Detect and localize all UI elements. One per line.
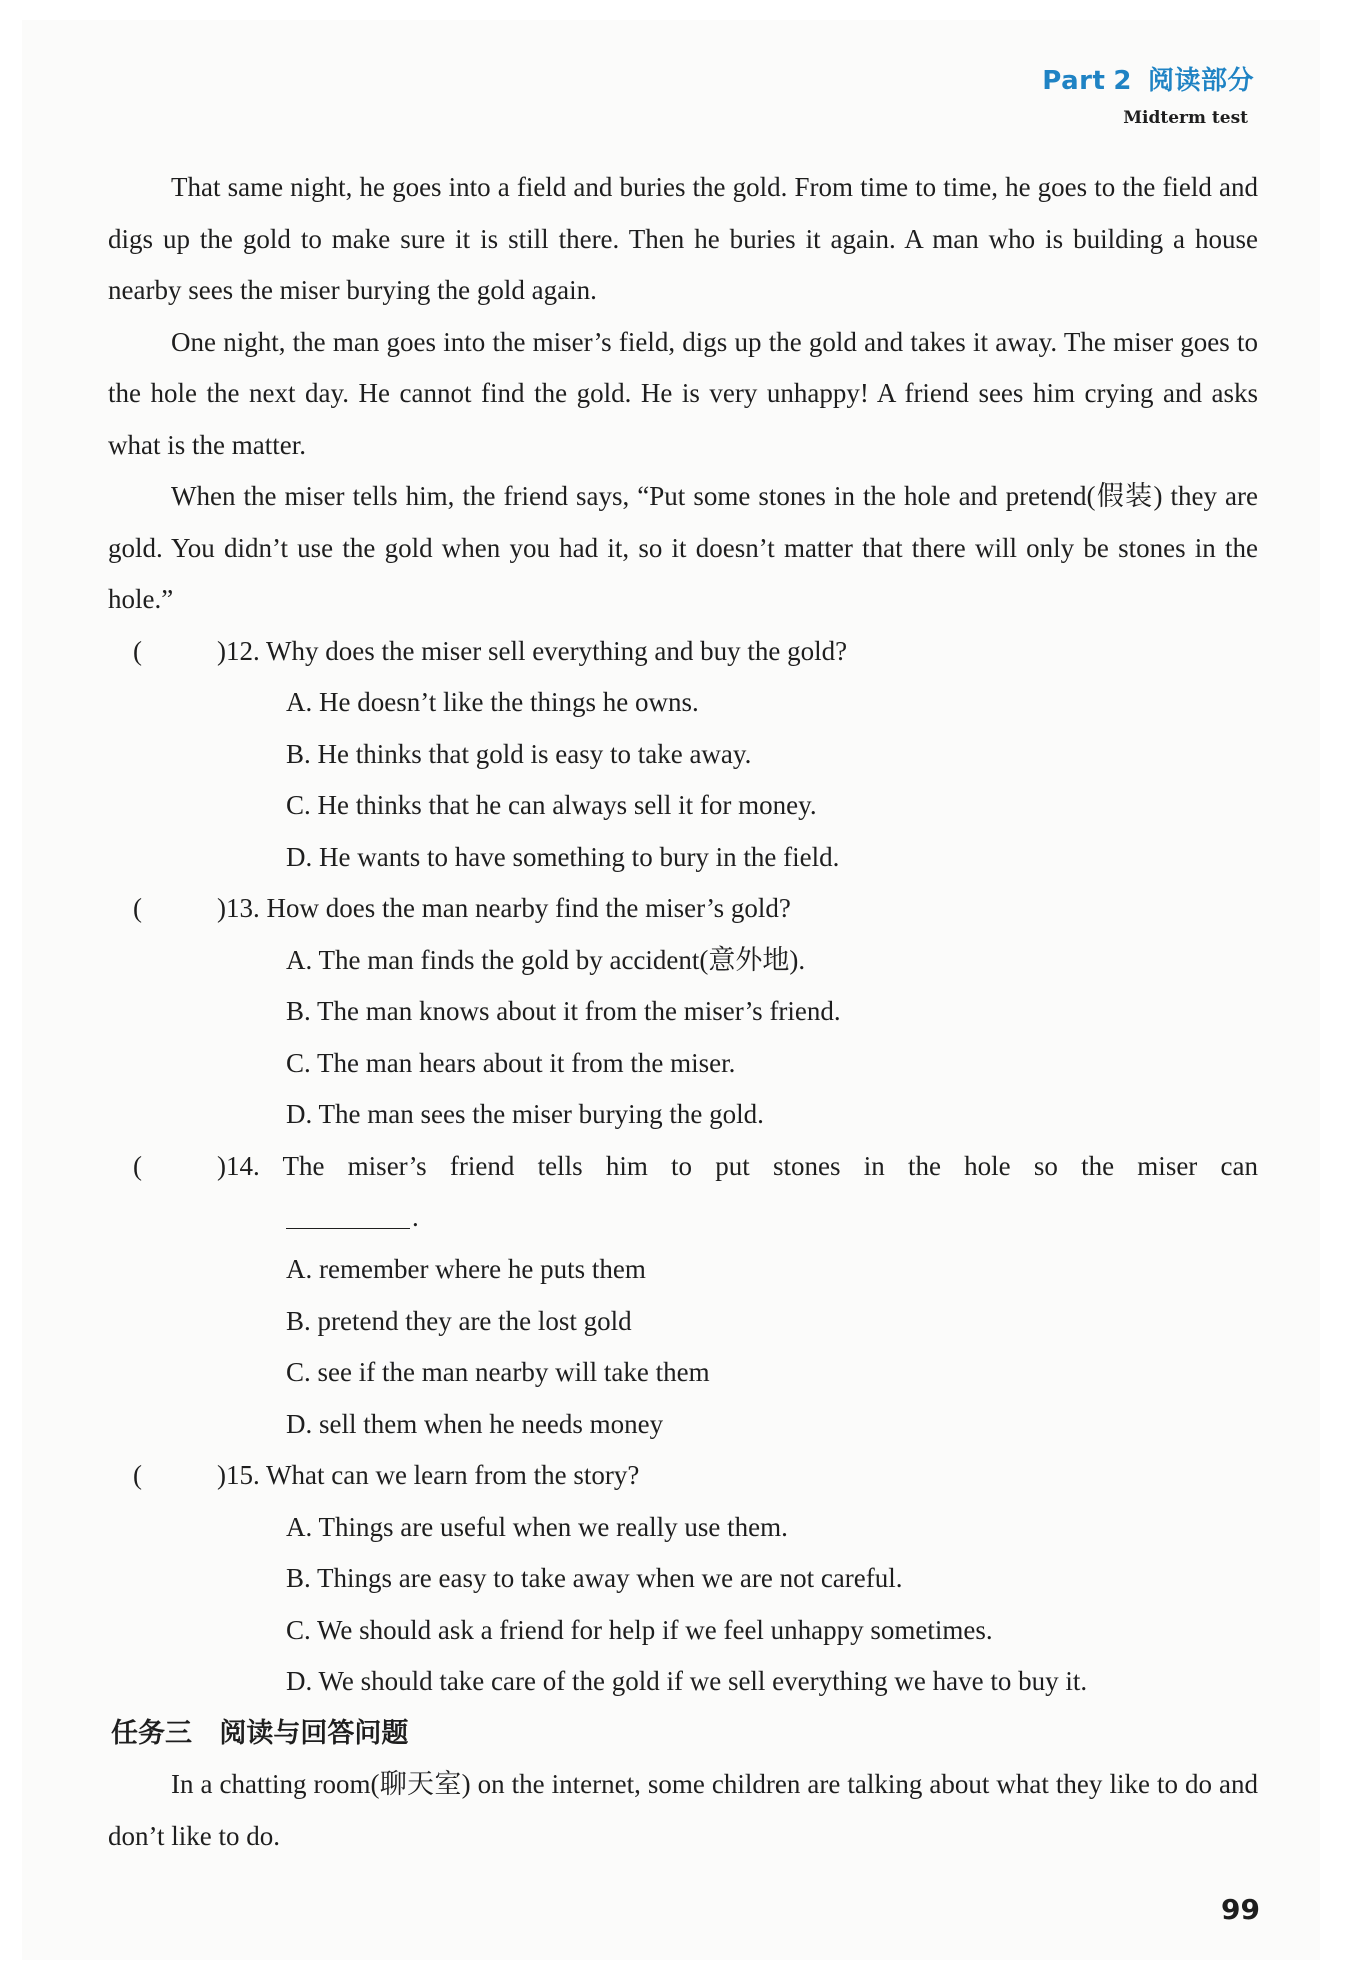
section-title: 阅读部分 [1147, 66, 1254, 96]
option-b: B. The man knows about it from the miser’s friend. [286, 996, 841, 1026]
answer-paren: ( [133, 635, 142, 666]
part-header [1042, 60, 1254, 97]
question-15 [108, 1450, 1258, 1502]
option-d: D. The man sees the miser burying the gold. [286, 1099, 764, 1129]
option-c: C. The man hears about it from the miser. [286, 1047, 736, 1078]
option-a: A. remember where he puts them [286, 1254, 646, 1284]
question-stem: )14. The miser’s friend tells him to put stones in the hole so the miser can [217, 1150, 1258, 1181]
question-14 [108, 1141, 1258, 1193]
option-b: B. Things are easy to take away when we are not careful. [286, 1563, 903, 1593]
blank-period: . [412, 1202, 419, 1232]
question-stem: )15. What can we learn from the story? [217, 1460, 640, 1490]
option-a: A. The man finds the gold by accident(意外地). [286, 944, 806, 975]
part-label: Part [1042, 66, 1106, 96]
passage-paragraph-2: One night, the man goes into the miser’s field, digs up the gold and takes it away. The miser goes to the hole the next day. He cannot find the gold. He is very unhappy! A friend sees him crying and asks what is the matter. [108, 326, 1258, 460]
option-d: D. We should take care of the gold if we sell everything we have to buy it. [286, 1666, 1088, 1696]
option-b: B. He thinks that gold is easy to take away. [286, 738, 752, 769]
option-c: C. He thinks that he can always sell it for money. [286, 790, 817, 820]
blank-line [286, 1228, 410, 1229]
page-number: 99 [1221, 1893, 1260, 1926]
option-a: A. He doesn’t like the things he owns. [286, 687, 699, 717]
option-d: D. He wants to have something to bury in the field. [286, 841, 840, 872]
option-a: A. Things are useful when we really use them. [286, 1511, 788, 1542]
page-content [108, 162, 1258, 1862]
textbook-page [22, 20, 1320, 1960]
option-c: C. see if the man nearby will take them [286, 1357, 710, 1387]
fill-in-blank [108, 1192, 1258, 1244]
passage-paragraph-3: When the miser tells him, the friend says, “Put some stones in the hole and pretend(假装) they are gold. You didn’t use the gold when you had it, so it doesn’t matter that there will only be stones in the hole.” [108, 481, 1258, 614]
question-stem: )13. How does the man nearby find the miser’s gold? [217, 893, 791, 923]
question-12 [108, 626, 1258, 678]
task3-intro: In a chatting room(聊天室) on the internet, some children are talking about what they like to do and don’t like to do. [108, 1769, 1258, 1851]
option-d: D. sell them when he needs money [286, 1408, 664, 1439]
answer-paren: ( [133, 893, 142, 923]
part-number: 2 [1113, 66, 1132, 96]
answer-paren: ( [133, 1460, 142, 1490]
option-c: C. We should ask a friend for help if we feel unhappy sometimes. [286, 1614, 993, 1645]
passage-paragraph-1: That same night, he goes into a field and buries the gold. From time to time, he goes to the field and digs up the gold to make sure it is still there. Then he buries it again. A man who is building a house nearby sees the miser burying the gold again. [108, 172, 1258, 305]
answer-paren: ( [133, 1150, 142, 1181]
task3-title: 任务三 阅读与回答问题 [111, 1717, 409, 1749]
option-b: B. pretend they are the lost gold [286, 1305, 632, 1336]
header-subtitle: Midterm test [1123, 108, 1248, 128]
question-13 [108, 883, 1258, 935]
question-stem: )12. Why does the miser sell everything and buy the gold? [217, 635, 848, 666]
